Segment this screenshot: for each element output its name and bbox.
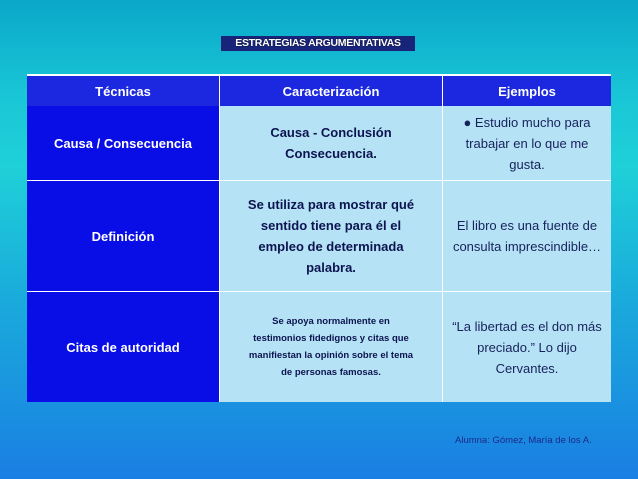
ejemplo-text: ● Estudio mucho para trabajar en lo que me gusta. [463,114,591,172]
tecnica-cell [27,292,220,402]
table-row [27,181,611,292]
ejemplo-cell [443,292,611,402]
strategies-table [27,74,611,402]
ejemplo-text: El libro es una fuente de consulta imprescindible… [452,218,602,254]
tecnica-cell [27,106,220,180]
author-credit: Alumna: Gómez, María de los A. [455,435,592,446]
ejemplo-text: “La libertad es el don más preciado.” Lo dijo Cervantes. [452,318,602,376]
caracterizacion-cell [220,181,443,291]
slide-title: ESTRATEGIAS ARGUMENTATIVAS [221,36,415,51]
caracterizacion-cell [220,292,443,402]
caracterizacion-text: Se utiliza para mostrar qué sentido tiene para él el empleo de determinada palabra. [247,197,415,275]
header-tecnicas: Técnicas [27,76,220,106]
table-row [27,292,611,402]
caracterizacion-text: Se apoya normalmente en testimonios fidedignos y citas que manifiestan la opinión sobre el tema de personas famosas. [248,316,414,378]
header-caracterizacion: Caracterización [220,76,443,106]
caracterizacion-cell [220,106,443,180]
header-ejemplos: Ejemplos [498,83,556,99]
ejemplo-cell [443,106,611,180]
table-header-row [27,76,611,106]
ejemplo-cell [443,181,611,291]
tecnica-cell [27,181,220,291]
tecnica-text: Definición [91,228,155,244]
tecnica-text: Citas de autoridad [66,339,180,355]
caracterizacion-text: Causa - Conclusión Consecuencia. [270,125,392,161]
table-row [27,106,611,181]
tecnica-text: Causa / Consecuencia [54,135,192,151]
